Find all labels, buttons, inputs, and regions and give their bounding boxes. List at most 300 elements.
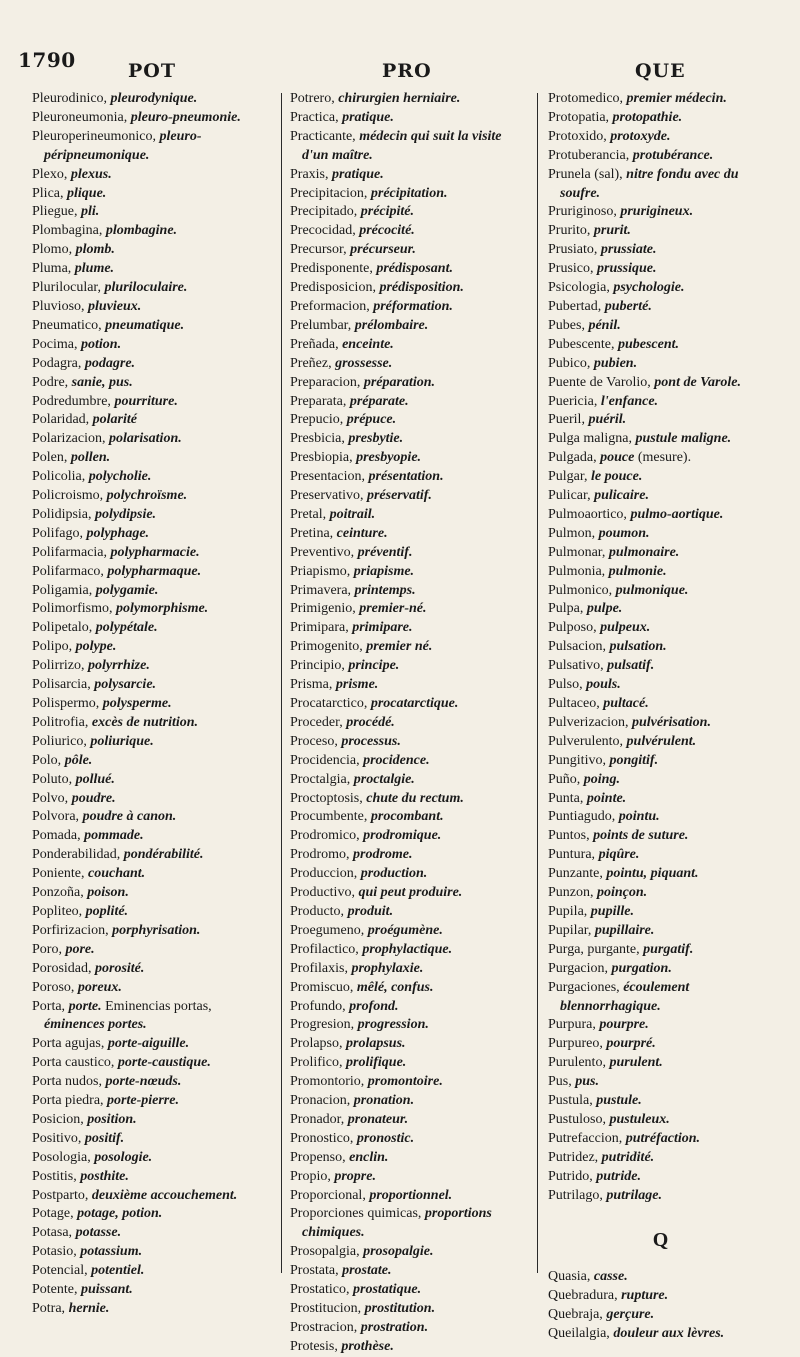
dictionary-entry (548, 733, 773, 752)
entry-translation: porte-aiguille. (107, 1036, 190, 1052)
entry-headword: Polvora, (32, 809, 83, 825)
entry-translation: porte. (68, 998, 102, 1014)
dictionary-entry (290, 298, 530, 317)
dictionary-entry (32, 865, 267, 884)
column-rule-left (281, 93, 282, 1273)
entry-translation: pulmonaire. (608, 544, 680, 560)
entry-headword: Protesis, (290, 1338, 342, 1354)
entry-translation: profond. (349, 998, 399, 1014)
dictionary-entry (548, 430, 773, 449)
entry-headword: Protomedico, (548, 91, 627, 106)
entry-headword: Pulsativo, (548, 658, 608, 674)
dictionary-entry (290, 1149, 530, 1168)
entry-headword: Plomo, (32, 242, 76, 258)
dictionary-entry (290, 657, 530, 676)
dictionary-entry (548, 1073, 773, 1092)
entry-headword: Purulento, (548, 1055, 610, 1071)
column-que (548, 90, 773, 1344)
dictionary-entry (290, 1035, 530, 1054)
dictionary-entry (290, 241, 530, 260)
entry-translation: chirurgien herniaire. (338, 91, 461, 106)
entry-translation: pulmo-aortique. (630, 506, 724, 522)
dictionary-entry (32, 695, 267, 714)
entry-headword: Politrofia, (32, 714, 92, 730)
dictionary-entry (32, 1092, 267, 1111)
entry-translation: polychroïsme. (106, 488, 188, 504)
entry-headword: Pulposo, (548, 620, 601, 636)
entry-translation: gerçure. (606, 1307, 655, 1323)
dictionary-entry (32, 544, 267, 563)
entry-translation: ceinture. (336, 525, 388, 541)
dictionary-entry (32, 903, 267, 922)
entry-translation: pronostic. (356, 1130, 415, 1146)
dictionary-entry (548, 544, 773, 563)
dictionary-entry (290, 430, 530, 449)
dictionary-entry (32, 525, 267, 544)
entry-translation: processus. (341, 733, 401, 749)
entry-headword: Potasa, (32, 1225, 76, 1241)
entry-translation: polydipsie. (95, 506, 157, 522)
entry-headword: Procidencia, (290, 752, 364, 768)
dictionary-entry (548, 638, 773, 657)
dictionary-entry (32, 90, 267, 109)
entry-translation: pulvérulent. (626, 733, 697, 749)
entry-headword: Pulmoaortico, (548, 506, 631, 522)
dictionary-entry (548, 166, 773, 204)
dictionary-entry (32, 638, 267, 657)
entry-headword: Procumbente, (290, 809, 371, 825)
dictionary-entry (32, 1187, 267, 1206)
entry-translation: chute du rectum. (366, 790, 464, 806)
entry-headword: Prodromico, (290, 828, 364, 844)
entry-translation: prothèse. (341, 1338, 394, 1354)
entry-headword: Pulmonia, (548, 563, 609, 579)
dictionary-entry (548, 1287, 773, 1306)
entry-translation: pollen. (70, 450, 111, 466)
entry-headword: Pomada, (32, 828, 85, 844)
entry-translation: pouls. (586, 677, 621, 693)
dictionary-entry (548, 298, 773, 317)
entry-translation: pourpré. (606, 1036, 656, 1052)
entry-translation: piqûre. (598, 847, 640, 863)
entry-headword: Putrilago, (548, 1187, 607, 1203)
entry-translation: polyphage. (86, 525, 150, 541)
entry-translation: écoulement blennorrhagique. (560, 979, 690, 1014)
dictionary-entry (32, 582, 267, 601)
dictionary-entry (548, 279, 773, 298)
entry-headword: Protoxido, (548, 128, 611, 144)
entry-translation: premier médecin. (626, 91, 727, 106)
entry-headword: Primipara, (290, 620, 353, 636)
dictionary-entry (548, 619, 773, 638)
dictionary-entry (32, 922, 267, 941)
dictionary-entry (548, 771, 773, 790)
dictionary-entry (32, 1054, 267, 1073)
entry-headword: Prisma, (290, 677, 336, 693)
dictionary-entry (32, 619, 267, 638)
entry-translation: pointu. (618, 809, 660, 825)
entry-translation: pointu, piquant. (606, 866, 699, 882)
dictionary-entry (290, 1092, 530, 1111)
entry-translation: prédisposant. (376, 261, 453, 277)
dictionary-entry (290, 336, 530, 355)
entry-headword: Pulicar, (548, 488, 595, 504)
dictionary-entry (548, 865, 773, 884)
entry-headword: Preparata, (290, 393, 350, 409)
entry-headword: Puño, (548, 771, 584, 787)
entry-translation: l'enfance. (600, 393, 659, 409)
entry-translation: presbyopie. (356, 450, 422, 466)
entry-headword: Pubertad, (548, 298, 605, 314)
entry-translation: polyrrhize. (88, 658, 150, 674)
entry-translation: positif. (84, 1130, 125, 1146)
entry-headword: Proceder, (290, 714, 347, 730)
dictionary-entry (32, 241, 267, 260)
entry-translation: pupille. (590, 903, 634, 919)
entry-translation: prostitution. (364, 1301, 436, 1316)
entry-headword: Primogenito, (290, 639, 367, 655)
entry-headword: Principio, (290, 658, 349, 674)
entry-translation: poinçon. (597, 885, 648, 901)
entry-translation: qui peut produire. (358, 885, 463, 901)
dictionary-entry (32, 941, 267, 960)
entry-headword: Positivo, (32, 1130, 85, 1146)
dictionary-entry (548, 1054, 773, 1073)
entry-translation: pus. (575, 1074, 599, 1090)
dictionary-entry (290, 317, 530, 336)
dictionary-entry (290, 506, 530, 525)
entry-translation: pustule. (596, 1093, 642, 1109)
entry-headword: Ponderabilidad, (32, 847, 124, 863)
dictionary-entry (32, 222, 267, 241)
entry-headword: Proegumeno, (290, 922, 368, 938)
entry-headword: Potasio, (32, 1244, 81, 1260)
entry-translation: puissant. (81, 1282, 133, 1298)
dictionary-entry (290, 714, 530, 733)
dictionary-entry (290, 884, 530, 903)
entry-translation: pénil. (588, 317, 621, 333)
entry-translation: le pouce. (591, 469, 643, 485)
dictionary-entry (32, 563, 267, 582)
entry-translation: pleuro-péripneumonique. (44, 128, 202, 163)
section-letter-heading: Q (652, 1229, 669, 1252)
entry-translation: position. (87, 1111, 137, 1127)
dictionary-entry (290, 166, 530, 185)
entry-translation: rupture. (621, 1288, 669, 1304)
entry-headword: Preservativo, (290, 488, 367, 504)
dictionary-entry (290, 393, 530, 412)
dictionary-entry (548, 827, 773, 846)
dictionary-entry (32, 279, 267, 298)
entry-headword: Precipitado, (290, 204, 361, 220)
dictionary-entry (32, 1130, 267, 1149)
entry-translation: pluvieux. (88, 298, 142, 314)
dictionary-entry (548, 941, 773, 960)
entry-translation: grossesse. (335, 355, 393, 371)
entry-headword: Pleurodinico, (32, 91, 111, 106)
entry-headword: Prosopalgia, (290, 1244, 364, 1260)
dictionary-entry (290, 619, 530, 638)
dictionary-entry (32, 808, 267, 827)
entry-headword: Pruriginoso, (548, 204, 621, 220)
entry-translation: prolifique. (346, 1055, 407, 1071)
dictionary-entry (290, 1073, 530, 1092)
entry-headword: Pulmonar, (548, 544, 609, 560)
dictionary-entry (548, 1187, 773, 1206)
entry-headword: Pretina, (290, 525, 337, 541)
entry-headword: Pronador, (290, 1111, 348, 1127)
entry-headword: Pulverulento, (548, 733, 627, 749)
entry-headword: Pretal, (290, 506, 330, 522)
entry-headword: Productivo, (290, 885, 359, 901)
entry-translation: prussique. (597, 261, 657, 277)
dictionary-entry (548, 903, 773, 922)
entry-translation: points de suture. (593, 828, 689, 844)
entry-translation: purgation. (611, 960, 672, 976)
entry-headword: Presentacion, (290, 469, 369, 485)
entry-headword: Pliegue, (32, 204, 81, 220)
entry-headword: Purga, purgante, (548, 941, 644, 957)
entry-translation: nitre fondu avec du soufre. (560, 166, 739, 201)
dictionary-entry (32, 771, 267, 790)
entry-translation: principe. (348, 658, 400, 674)
dictionary-entry (290, 1338, 530, 1357)
entry-translation: précurseur. (350, 242, 416, 258)
entry-translation: putride. (596, 1168, 641, 1184)
dictionary-entry (290, 1205, 530, 1243)
entry-headword: Profilaxis, (290, 960, 352, 976)
dictionary-entry (290, 922, 530, 941)
entry-translation: polysarcie. (94, 677, 157, 693)
entry-translation: plombagine. (105, 223, 178, 239)
entry-headword: Propio, (290, 1168, 335, 1184)
dictionary-entry (32, 1073, 267, 1092)
entry-headword: Pulga maligna, (548, 431, 636, 447)
entry-translation: préparate. (349, 393, 409, 409)
entry-translation: pupillaire. (594, 922, 655, 938)
entry-translation: puéril. (588, 412, 627, 428)
entry-translation: polypétale. (95, 620, 158, 636)
dictionary-entry (32, 790, 267, 809)
dictionary-entry (548, 260, 773, 279)
dictionary-entry (548, 109, 773, 128)
entry-translation: procombant. (370, 809, 444, 825)
entry-translation: polymorphisme. (116, 601, 209, 617)
entry-headword: Pulgada, (548, 450, 601, 466)
entry-translation: plume. (74, 261, 115, 277)
dictionary-entry (290, 998, 530, 1017)
dictionary-entry (32, 185, 267, 204)
entry-translation: porte-pierre. (107, 1093, 179, 1109)
dictionary-entry (290, 222, 530, 241)
dictionary-entry (32, 600, 267, 619)
entry-headword: Potencial, (32, 1263, 92, 1279)
entry-translation: prostration. (360, 1319, 429, 1335)
entry-headword: Protuberancia, (548, 147, 633, 163)
entry-headword: Pus, (548, 1074, 576, 1090)
dictionary-entry (548, 695, 773, 714)
dictionary-entry (290, 90, 530, 109)
entry-translation: pourriture. (114, 393, 178, 409)
entry-translation: pommade. (84, 828, 144, 844)
dictionary-entry (548, 1325, 773, 1344)
entry-headword: Punta, (548, 790, 587, 806)
dictionary-entry (32, 752, 267, 771)
dictionary-entry (290, 279, 530, 298)
entry-translation: prophylactique. (362, 941, 453, 957)
dictionary-entry (290, 374, 530, 393)
entry-translation: polycholie. (88, 469, 152, 485)
dictionary-entry (290, 941, 530, 960)
entry-translation: progression. (357, 1017, 429, 1033)
entry-headword: Psicologia, (548, 280, 614, 296)
entry-translation: posthite. (80, 1168, 129, 1184)
entry-translation: casse. (593, 1269, 628, 1285)
dictionary-entry (548, 90, 773, 109)
entry-headword: Putrido, (548, 1168, 597, 1184)
entry-headword: Presbiopia, (290, 450, 357, 466)
column-pot (32, 90, 267, 1319)
entry-headword: Porta piedra, (32, 1093, 108, 1109)
entry-translation: primipare. (352, 620, 413, 636)
entry-translation: purulent. (609, 1055, 663, 1071)
entry-headword: Porta, (32, 998, 69, 1014)
entry-headword: Prusico, (548, 261, 597, 277)
entry-translation: polygamie. (95, 582, 159, 598)
entry-translation: pondérabilité. (123, 847, 204, 863)
entry-translation: précipité. (360, 204, 415, 220)
entry-translation: précipitation. (370, 185, 448, 201)
entry-translation: proportions chimiques. (302, 1206, 492, 1241)
dictionary-entry (290, 1300, 530, 1319)
entry-translation: pleurodynique. (110, 91, 198, 106)
entry-translation: enclin. (349, 1149, 389, 1165)
entry-headword: Prunela (sal), (548, 166, 627, 182)
entry-headword: Polarizacion, (32, 431, 109, 447)
dictionary-entry (548, 355, 773, 374)
entry-translation: potassium. (80, 1244, 143, 1260)
entry-extra: (mesure). (634, 450, 692, 466)
entry-headword: Poro, (32, 941, 66, 957)
entry-headword: Pocima, (32, 336, 81, 352)
entry-headword: Plexo, (32, 166, 71, 182)
entry-translation: médecin qui suit la visite d'un maître. (302, 128, 502, 163)
dictionary-entry (548, 1149, 773, 1168)
entry-translation: pongitif. (609, 752, 659, 768)
entry-translation: pronation. (353, 1093, 415, 1109)
entry-translation: poudre à canon. (82, 809, 177, 825)
entry-translation: prisme. (335, 677, 379, 693)
dictionary-entry (290, 1111, 530, 1130)
entry-headword: Proctalgia, (290, 771, 354, 787)
dictionary-entry (290, 600, 530, 619)
entry-translation: prodrome. (353, 847, 413, 863)
entry-headword: Pulso, (548, 677, 587, 693)
entry-headword: Punzon, (548, 885, 597, 901)
entry-headword: Posologia, (32, 1149, 95, 1165)
entry-headword: Propenso, (290, 1149, 350, 1165)
entry-translation: hernie. (68, 1301, 110, 1316)
entry-headword: Predisposicion, (290, 280, 380, 296)
entry-headword: Protopatia, (548, 109, 613, 125)
entry-headword: Podre, (32, 374, 72, 390)
dictionary-entry (290, 411, 530, 430)
entry-translation: porte-caustique. (117, 1055, 211, 1071)
dictionary-entry (548, 922, 773, 941)
entry-translation: pronateur. (347, 1111, 409, 1127)
dictionary-entry (548, 411, 773, 430)
entry-headword: Podagra, (32, 355, 85, 371)
entry-headword: Plurilocular, (32, 280, 105, 296)
entry-headword: Potrero, (290, 91, 339, 106)
entry-headword: Purpureo, (548, 1036, 607, 1052)
dictionary-entry (548, 582, 773, 601)
entry-headword: Precipitacion, (290, 185, 371, 201)
entry-translation: préservatif. (366, 488, 432, 504)
entry-headword: Practicante, (290, 128, 360, 144)
dictionary-entry (32, 393, 267, 412)
entry-headword: Pronostico, (290, 1130, 357, 1146)
entry-headword: Presbicia, (290, 431, 349, 447)
entry-translation: premier né. (366, 639, 433, 655)
dictionary-entry (290, 525, 530, 544)
entry-translation: polype. (75, 639, 117, 655)
entry-headword: Prostitucion, (290, 1301, 365, 1316)
entry-headword: Poroso, (32, 979, 78, 995)
dictionary-entry (548, 1130, 773, 1149)
dictionary-entry (32, 1300, 267, 1319)
entry-headword: Polipo, (32, 639, 76, 655)
entry-headword: Practica, (290, 109, 343, 125)
dictionary-entry (548, 317, 773, 336)
entry-translation: mêlé, confus. (356, 979, 434, 995)
dictionary-entry (290, 638, 530, 657)
entry-translation: pneumatique. (105, 317, 185, 333)
entry-translation: putridité. (601, 1149, 655, 1165)
entry-headword: Prostracion, (290, 1319, 361, 1335)
entry-headword: Pupilar, (548, 922, 595, 938)
dictionary-entry (548, 657, 773, 676)
dictionary-entry (32, 1111, 267, 1130)
entry-translation: plique. (67, 185, 107, 201)
dictionary-entry (290, 865, 530, 884)
entry-headword: Preformacion, (290, 298, 374, 314)
entry-translation: excès de nutrition. (91, 714, 199, 730)
dictionary-entry (548, 203, 773, 222)
entry-translation: porphyrisation. (112, 922, 201, 938)
entry-headword: Polvo, (32, 790, 72, 806)
entry-headword: Pubescente, (548, 336, 618, 352)
dictionary-entry (548, 1111, 773, 1130)
dictionary-entry (32, 1281, 267, 1300)
entry-translation: pointe. (586, 790, 627, 806)
entry-headword: Polen, (32, 450, 71, 466)
dictionary-entry (548, 393, 773, 412)
dictionary-entry (32, 1035, 267, 1054)
dictionary-entry (32, 1224, 267, 1243)
entry-headword: Pustula, (548, 1093, 597, 1109)
entry-translation: procidence. (363, 752, 430, 768)
dictionary-entry (548, 487, 773, 506)
entry-headword: Profilactico, (290, 941, 363, 957)
entry-translation: potion. (81, 336, 122, 352)
dictionary-entry (32, 298, 267, 317)
entry-translation: priapisme. (353, 563, 415, 579)
dictionary-entry (548, 1035, 773, 1054)
entry-translation: proctalgie. (353, 771, 415, 787)
dictionary-entry (548, 1016, 773, 1035)
entry-translation: putréfaction. (625, 1130, 701, 1146)
